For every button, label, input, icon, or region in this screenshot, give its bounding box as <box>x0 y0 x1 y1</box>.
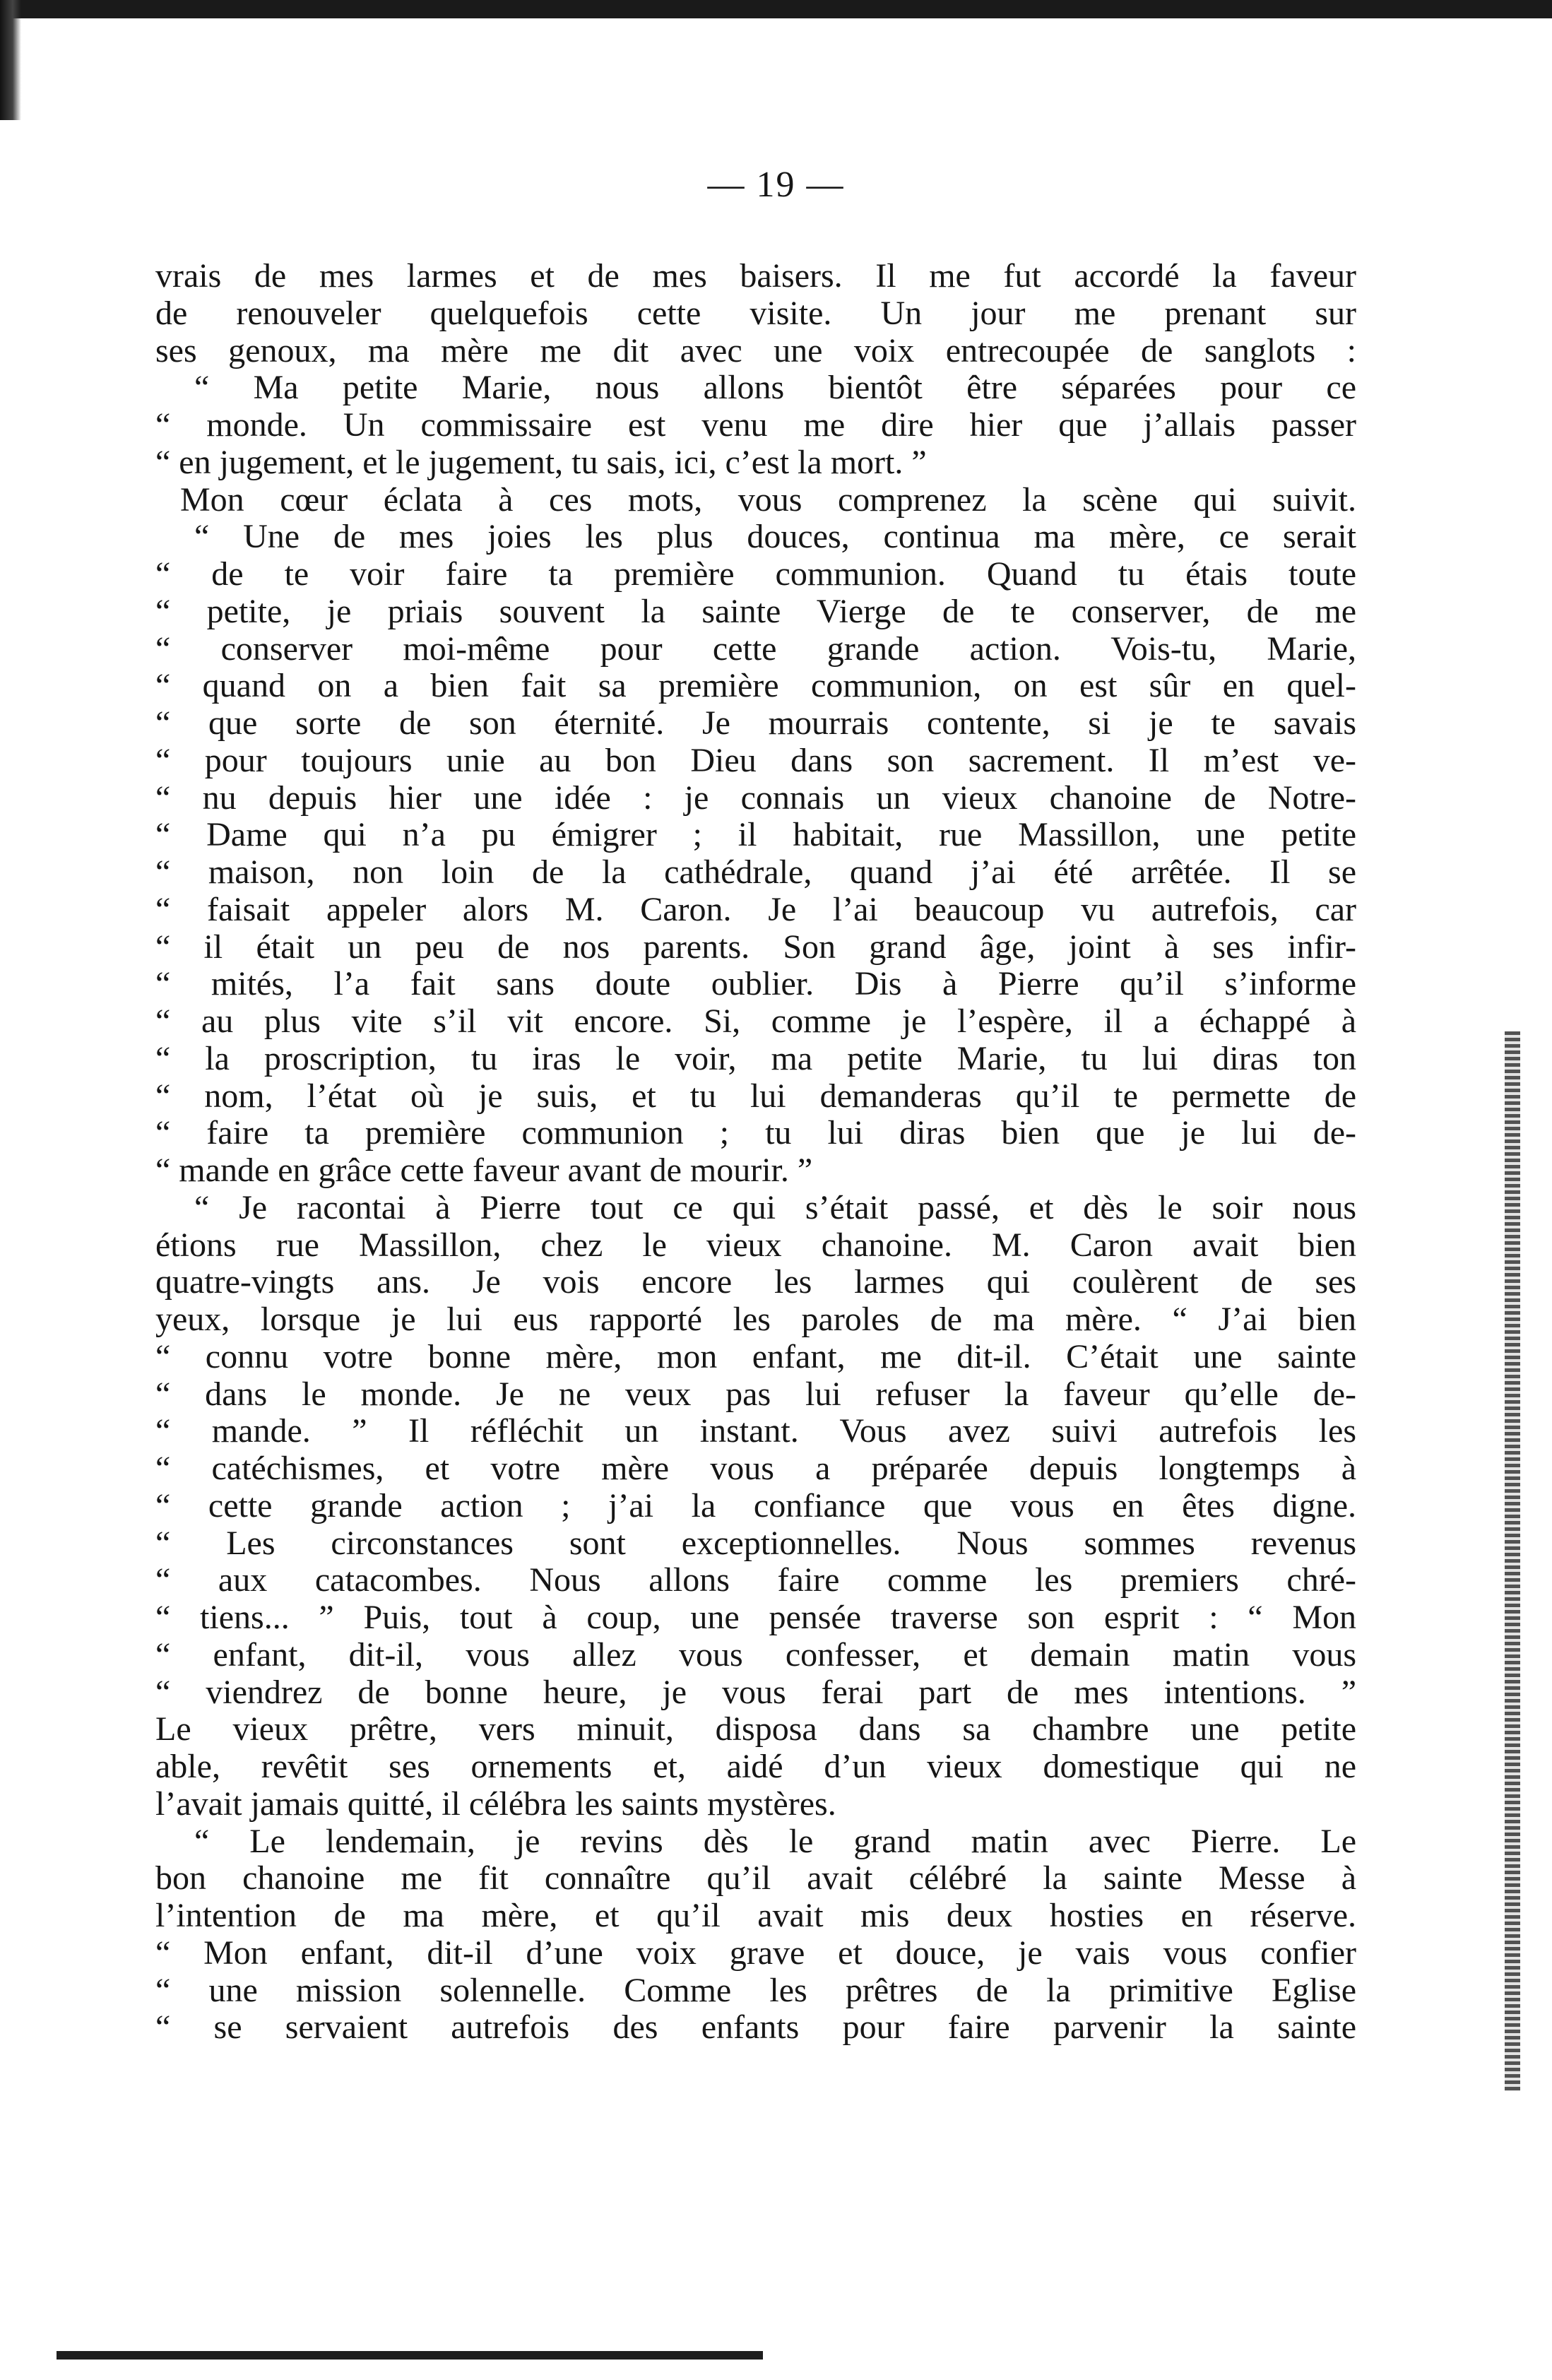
text-line: “ tiens... ” Puis, tout à coup, une pensée traverse son esprit : “ Mon <box>155 1599 1356 1636</box>
text-line: de renouveler quelquefois cette visite. Un jour me prenant sur <box>155 294 1356 332</box>
text-line: “ dans le monde. Je ne veux pas lui refuser la faveur qu’elle de- <box>155 1375 1356 1413</box>
text-line: “ aux catacombes. Nous allons faire comme les premiers chré- <box>155 1561 1356 1599</box>
text-line: “ mande. ” Il réfléchit un instant. Vous avez suivi autrefois les <box>155 1412 1356 1450</box>
text-line: l’intention de ma mère, et qu’il avait mis deux hosties en réserve. <box>155 1897 1356 1934</box>
text-line: “ cette grande action ; j’ai la confiance que vous en êtes digne. <box>155 1486 1356 1524</box>
text-line: “ mande en grâce cette faveur avant de mourir. ” <box>155 1151 813 1189</box>
text-line: “ Je racontai à Pierre tout ce qui s’était passé, et dès le soir nous <box>194 1188 1356 1226</box>
text-line: “ viendrez de bonne heure, je vous ferai part de mes intentions. ” <box>155 1673 1356 1711</box>
text-line: yeux, lorsque je lui eus rapporté les paroles de ma mère. “ J’ai bien <box>155 1301 1356 1338</box>
text-line: “ quand on a bien fait sa première communion, on est sûr en quel- <box>155 667 1356 705</box>
text-line: “ la proscription, tu iras le voir, ma petite Marie, tu lui diras ton <box>155 1039 1356 1077</box>
scan-top-border <box>0 0 1552 18</box>
text-line: “ au plus vite s’il vit encore. Si, comme je l’espère, il a échappé à <box>155 1002 1356 1040</box>
text-line: “ nu depuis hier une idée : je connais un vieux chanoine de Notre- <box>155 778 1356 817</box>
text-line: “ Le lendemain, je revins dès le grand matin avec Pierre. Le <box>194 1822 1356 1860</box>
text-line: “ connu votre bonne mère, mon enfant, me dit-il. C’était une sainte <box>155 1337 1356 1375</box>
text-line: “ monde. Un commissaire est venu me dire hier que j’allais passer <box>155 406 1356 444</box>
body-text <box>155 258 1356 2047</box>
text-line: “ catéchismes, et votre mère vous a préparée depuis longtemps à <box>155 1450 1356 1487</box>
text-line: “ il était un peu de nos parents. Son grand âge, joint à ses infir- <box>155 928 1356 966</box>
text-line: vrais de mes larmes et de mes baisers. Il me fut accordé la faveur <box>155 257 1356 295</box>
text-line: “ Une de mes joies les plus douces, continua ma mère, ce serait <box>194 518 1356 556</box>
scan-left-shadow <box>0 0 21 120</box>
text-line: “ Les circonstances sont exceptionnelles. Nous sommes revenus <box>155 1524 1356 1562</box>
text-line: “ petite, je priais souvent la sainte Vierge de te conserver, de me <box>155 592 1356 630</box>
text-line: “ Dame qui n’a pu émigrer ; il habitait, rue Massillon, une petite <box>155 816 1356 854</box>
text-line: quatre-vingts ans. Je vois encore les larmes qui coulèrent de ses <box>155 1263 1356 1301</box>
text-line: “ de te voir faire ta première communion. Quand tu étais toute <box>155 555 1356 593</box>
text-line: “ conserver moi-même pour cette grande action. Vois-tu, Marie, <box>155 629 1356 668</box>
text-line: “ mités, l’a fait sans doute oublier. Dis à Pierre qu’il s’informe <box>155 965 1356 1003</box>
text-line: Le vieux prêtre, vers minuit, disposa dans sa chambre une petite <box>155 1710 1356 1748</box>
text-line: bon chanoine me fit connaître qu’il avait célébré la sainte Messe à <box>155 1859 1356 1898</box>
text-line: l’avait jamais quitté, il célébra les saints mystères. <box>155 1784 836 1823</box>
scan-gutter-edge <box>1505 1031 1520 2091</box>
text-line: “ en jugement, et le jugement, tu sais, ici, c’est la mort. ” <box>155 443 927 481</box>
text-line: “ Mon enfant, dit-il d’une voix grave et douce, je vais vous confier <box>155 1934 1356 1972</box>
text-line: étions rue Massillon, chez le vieux chanoine. M. Caron avait bien <box>155 1226 1356 1264</box>
text-line: “ pour toujours unie au bon Dieu dans son sacrement. Il m’est ve- <box>155 741 1356 779</box>
text-line: ses genoux, ma mère me dit avec une voix entrecoupée de sanglots : <box>155 331 1356 369</box>
text-line: “ se servaient autrefois des enfants pour faire parvenir la sainte <box>155 2008 1356 2047</box>
text-line: “ une mission solennelle. Comme les prêtres de la primitive Eglise <box>155 1971 1356 2009</box>
text-line: “ maison, non loin de la cathédrale, quand j’ai été arrêtée. Il se <box>155 853 1356 891</box>
text-line: “ faire ta première communion ; tu lui diras bien que je lui de- <box>155 1114 1356 1152</box>
text-line: “ enfant, dit-il, vous allez vous confesser, et demain matin vous <box>155 1635 1356 1674</box>
text-line: Mon cœur éclata à ces mots, vous comprenez la scène qui suivit. <box>180 480 1356 519</box>
scan-bottom-border <box>57 2351 763 2360</box>
text-line: “ Ma petite Marie, nous allons bientôt être séparées pour ce <box>194 369 1356 407</box>
text-line: “ faisait appeler alors M. Caron. Je l’ai beaucoup vu autrefois, car <box>155 890 1356 928</box>
text-line: able, revêtit ses ornements et, aidé d’un vieux domestique qui ne <box>155 1748 1356 1785</box>
text-line: “ nom, l’état où je suis, et tu lui demanderas qu’il te permette de <box>155 1077 1356 1115</box>
text-line: “ que sorte de son éternité. Je mourrais contente, si je te savais <box>155 704 1356 742</box>
page-number: — 19 — <box>707 165 845 205</box>
